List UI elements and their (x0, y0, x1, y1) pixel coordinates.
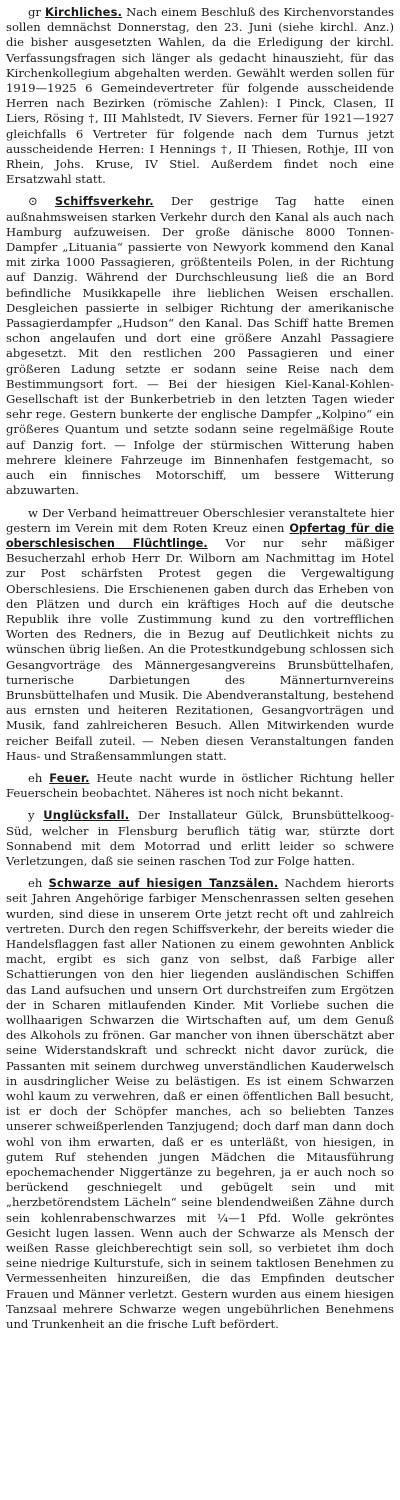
article-body: Nachdem hierorts seit Jahren Angehörige farbiger Menschenrassen selten gesehen wurden, sind diese in unserem Orte jetzt recht oft und zahlreich vertreten. Durch den regen Schiffsverkehr, der bereits wieder die Handelsflaggen fast aller Nationen zu einem gewohnten Anblick macht, ergibt es sich ganz von selbst, daß Farbige aller Schattierungen von den hier liegenden ausländischen Schiffen das Land aufsuchen und unsern Ort durchstreifen zum Ergötzen der in Scharen mitlaufenden Kinder. Mit Vorliebe suchen die wollhaarigen Schwarzen die Wirtschaften auf, um dem Genuß des Alkohols zu frönen. Gar mancher von ihnen überschätzt aber seine Widerstandskraft und schreckt nicht davor zurück, die Passanten mit seinem durchweg unverständlichen Kauderwelsch in ausdringlicher Weise zu belästigen. Es ist einem Schwarzen wohl kaum zu verwehren, daß er einen öffentlichen Ball besucht, ist er doch der Schöpfer manches, ach so beliebten Tanzes unserer schweißperlenden Tanzjugend; doch darf man dann doch wohl von ihm erwarten, daß er es unterläßt, von hiesigen, in gutem Ruf stehenden jungen Mädchen die Mitausführung epochemachender Niggertänze zu begehren, ja er auch noch so berückend geschniegelt und gebügelt sein und mit „herzbetörendstem Lächeln“ seine blendendweißen Zähne durch sein kohlenrabenschwarzes mit ¼—1 Pfd. Wolle gekröntes Gesicht lugen lassen. Wenn auch der Schwarze als Mensch der weißen Rasse gleichberechtigt sein soll, so verbietet ihm doch seine niedrige Kulturstufe, sich in seinem taktlosen Benehmen zu Vermessenheiten hinzureißen, die das Empfinden deutscher Frauen und Männer verletzt. Gestern wurden aus einem hiesigen Tanzsaal mehrere Schwarze wegen ungebührlichen Benehmens und Trunkenheit an die frische Luft befördert. (6, 876, 395, 1332)
article-kirchliches (6, 5, 394, 187)
article-emphasis: Opfertag für die oberschlesischen Flüchtlinge. (6, 521, 394, 550)
article-body: Heute nacht wurde in östlicher Richtung heller Feuerschein beobachtet. Näheres ist noch nicht bekannt. (6, 770, 394, 801)
article-paragraph (6, 771, 394, 801)
article-lead: Der Verband heimattreuer Oberschlesier veranstaltete hier gestern im Verein mit dem Roten Kreuz einen (6, 505, 395, 535)
article-paragraph (6, 5, 394, 187)
author-marker: eh (28, 876, 43, 891)
article-heading: Schiffsverkehr. (54, 194, 154, 209)
article-body: Der Installateur Gülck, Brunsbüttelkoog-Süd, welcher in Flensburg beruflich tätig war, stürzte dort Sonnabend mit dem Motorrad und erlitt leider so schwere Verletzungen, daß sie seinen raschen Tod zur Folge hatten. (6, 808, 395, 868)
article-schwarze (6, 876, 394, 1332)
author-marker: eh (28, 770, 43, 785)
article-schiffsverkehr (6, 194, 394, 498)
article-paragraph (6, 194, 394, 498)
article-paragraph (6, 808, 394, 869)
article-ungluecksfall (6, 808, 394, 869)
article-heading: Schwarze auf hiesigen Tanzsälen. (48, 876, 279, 891)
author-marker: gr (28, 5, 41, 19)
article-feuer (6, 771, 394, 801)
author-marker: ⊙ (28, 194, 38, 209)
author-marker: y (28, 808, 35, 823)
article-body: Der gestrige Tag hatte einen außnahmsweisen starken Verkehr durch den Kanal als auch nach Hamburg aufzuweisen. Der große dänische 8000 Tonnen-Dampfer „Lituania“ passierte von Newyork kommend den Kanal mit zirka 1000 Passagieren, größtenteils Polen, in der Richtung auf Danzig. Während der Durchschleusung ließ die an Bord befindliche Musikkapelle ihre lieblichen Weisen erschallen. Desgleichen passierte in selbiger Richtung der amerikanische Passagierdampfer „Hudson“ den Kanal. Das Schiff hatte Bremen schon angelaufen und dort eine größere Anzahl Passagiere abgesetzt. Mit den restlichen 200 Passagieren und einer größeren Ladung setzte er sodann seine Reise nach dem Bestimmungsort fort. — Bei der hiesigen Kiel-Kanal-Kohlen-Gesellschaft ist der Bunkerbetrieb in den letzten Tagen wieder sehr rege. Gestern bunkerte der englische Dampfer „Kolpino“ ein größeres Quantum und setzte sodann seine regelmäßige Route auf Danzig fort. — Infolge der stürmischen Witterung haben mehrere kleinere Fahrzeuge im Binnenhafen festgemacht, so auch ein finnisches Motorschiff, um bessere Witterung abzuwarten. (6, 194, 394, 498)
article-heading: Feuer. (49, 770, 90, 785)
article-body: Nach einem Beschluß des Kirchenvorstandes sollen demnächst Donnerstag, den 23. Juni (siehe kirchl. Anz.) die bisher ausgesetzten Wahlen, da die Erledigung der kirchl. Verfassungsfragen sich länger als gedacht hinauszieht, für das Kirchenkollegium abgehalten werden. Gewählt werden sollen für 1919—1925 6 Gemeindevertreter für folgende ausscheidende Herren nach Bezirken (römische Zahlen): I Pinck, Clasen, II Liers, Rösing †, III Mahlstedt, IV Sievers. Ferner für 1921—1927 gleichfalls 6 Vertreter für folgende nach dem Turnus jetzt ausscheidende Herren: I Hennings †, II Thiesen, Rothje, III von Rhein, Johs. Kruse, IV Stiel. Außerdem findet noch eine Ersatzwahl statt. (6, 5, 394, 187)
article-heading: Unglücksfall. (43, 808, 130, 823)
article-paragraph (6, 506, 394, 764)
article-body: Vor nur sehr mäßiger Besucherzahl erhob Herr Dr. Wilborn am Nachmittag im Hotel zur Post schärfsten Protest gegen die Vergewaltigung Oberschlesiens. Die Erschienenen gaben durch das Erheben von den Plätzen und durch ein kräftiges Hoch auf die deutsche Republik ihre volle Zustimmung kund zu den vortrefflichen Worten des Redners, die in Bezug auf Deutlichkeit nichts zu wünschen übrig ließen. An die Protestkundgebung schlossen sich Gesangvorträge des Männergesangvereins Brunsbüttelhafen, turnerische Darbietungen des Männerturnvereins Brunsbüttelhafen und Musik. Die Abendveranstaltung, bestehend aus ernsten und heiteren Rezitationen, Gesangvorträgen und Musik, fand zahlreicheren Besuch. Allen Mitwirkenden wurde reicher Beifall zuteil. — Neben diesen Veranstaltungen fanden Haus- und Straßensammlungen statt. (6, 535, 394, 763)
article-paragraph (6, 876, 394, 1332)
author-marker: w (28, 505, 38, 520)
article-opfertag (6, 506, 394, 764)
article-heading: Kirchliches. (44, 5, 123, 19)
